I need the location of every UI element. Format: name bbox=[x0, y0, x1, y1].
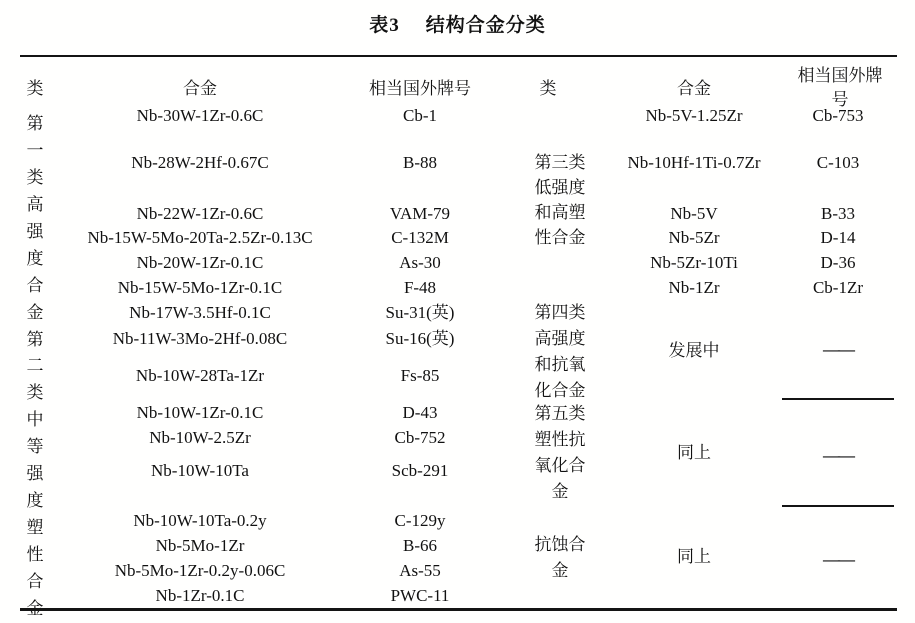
category-label-class4: 第四类高强度和抗氧化合金 bbox=[534, 303, 586, 400]
alloy-cell: Nb-15W-5Mo-20Ta-2.5Zr-0.13C bbox=[87, 227, 313, 247]
category-char: 二 bbox=[26, 356, 44, 376]
table-rule-bottom bbox=[20, 608, 897, 611]
category-char: 合 bbox=[26, 571, 44, 591]
column-header-alloy-left: 合金 bbox=[183, 78, 217, 98]
alloy-cell: Nb-5Mo-1Zr-0.2y-0.06C bbox=[114, 560, 286, 580]
alloy-cell: Nb-22W-1Zr-0.6C bbox=[136, 203, 264, 223]
alloy-cell: Nb-10W-10Ta bbox=[151, 460, 249, 480]
alloy-cell: Nb-28W-2Hf-0.67C bbox=[131, 152, 269, 172]
table-title-text: 结构合金分类 bbox=[425, 15, 546, 36]
grade-cell: D-43 bbox=[402, 402, 438, 422]
table-row bbox=[60, 507, 495, 533]
grade-cell: PWC-11 bbox=[390, 585, 450, 605]
grade-cell: C-103 bbox=[816, 152, 860, 172]
table-row bbox=[617, 102, 893, 128]
table-row bbox=[60, 200, 495, 226]
category-label-corrosion: 抗蚀合金 bbox=[534, 535, 586, 580]
category-char: 中 bbox=[26, 410, 44, 430]
category-label-class3: 第三类低强度和高塑性合金 bbox=[534, 153, 586, 247]
grade-cell: D-14 bbox=[820, 227, 856, 247]
grade-cell: C-129y bbox=[394, 510, 446, 530]
alloy-cell: Nb-30W-1Zr-0.6C bbox=[136, 105, 264, 125]
grade-cell: B-66 bbox=[403, 535, 437, 555]
table-row bbox=[60, 274, 495, 300]
category-strip-left bbox=[20, 109, 50, 619]
alloy-cell: Nb-5Zr-10Ti bbox=[650, 252, 738, 272]
category-char: 类 bbox=[26, 167, 44, 187]
table-row bbox=[60, 102, 495, 128]
table-row bbox=[60, 457, 495, 483]
category-char: 强 bbox=[26, 464, 44, 484]
table-title bbox=[0, 10, 915, 37]
column-header-alloy-right: 合金 bbox=[677, 78, 711, 98]
grade-cell: Cb-753 bbox=[812, 105, 864, 125]
category-char bbox=[27, 594, 44, 619]
alloy-cell: Nb-1Zr bbox=[668, 277, 720, 297]
alloy-cell: Nb-5V-1.25Zr bbox=[645, 105, 743, 125]
table-rule-top bbox=[20, 55, 897, 57]
category-char: 度 bbox=[26, 491, 44, 511]
table-row bbox=[60, 399, 495, 425]
table-row bbox=[60, 582, 495, 608]
alloy-cell: Nb-10W-1Zr-0.1C bbox=[136, 402, 264, 422]
column-header-grade-left: 相当国外牌号 bbox=[369, 78, 471, 98]
alloy-cell: Nb-10W-2.5Zr bbox=[149, 427, 251, 447]
grade-column-separator bbox=[782, 505, 894, 507]
alloy-cell: Nb-1Zr-0.1C bbox=[155, 585, 245, 605]
grade-cell: B-33 bbox=[821, 203, 855, 223]
grade-cell: Su-31(英) bbox=[385, 302, 455, 322]
alloy-cell: Nb-20W-1Zr-0.1C bbox=[136, 252, 264, 272]
table-row bbox=[617, 149, 893, 175]
grade-cell: Fs-85 bbox=[400, 365, 440, 385]
grade-cell: As-30 bbox=[399, 252, 441, 272]
grade-cell: Cb-1Zr bbox=[812, 277, 864, 297]
alloy-cell: Nb-10Hf-1Ti-0.7Zr bbox=[627, 152, 761, 172]
grade-cell: VAM-79 bbox=[389, 203, 451, 223]
category-char: 金 bbox=[26, 302, 44, 322]
category-label-class5: 第五类塑性抗氧化合金 bbox=[534, 404, 586, 501]
alloy-cell: Nb-5Zr bbox=[668, 227, 720, 247]
alloy-cell: Nb-11W-3Mo-2Hf-0.08C bbox=[112, 328, 288, 348]
grade-cell: D-36 bbox=[820, 252, 856, 272]
alloy-cell: Nb-5V bbox=[670, 203, 718, 223]
table-row bbox=[617, 249, 893, 275]
category-char: 第 bbox=[26, 329, 44, 349]
table-row bbox=[60, 299, 495, 325]
dash-value: —— bbox=[823, 549, 853, 569]
table-row bbox=[617, 200, 893, 226]
category-char: 性 bbox=[26, 545, 44, 564]
category-char: 强 bbox=[26, 221, 44, 241]
grade-cell: As-55 bbox=[399, 560, 441, 580]
category-char: 类 bbox=[26, 383, 44, 403]
table-row bbox=[60, 149, 495, 175]
title-gap bbox=[400, 10, 426, 37]
grade-cell: C-132M bbox=[391, 227, 449, 247]
grade-column-separator bbox=[782, 398, 894, 400]
alloy-cell: Nb-10W-28Ta-1Zr bbox=[135, 365, 265, 385]
table-row bbox=[60, 224, 495, 250]
category-char: 一 bbox=[26, 140, 44, 160]
column-header-grade-right: 相当国外牌号 bbox=[797, 66, 883, 109]
table-row bbox=[617, 274, 893, 300]
grade-cell: F-48 bbox=[403, 277, 437, 297]
category-char: 第 bbox=[26, 114, 44, 133]
table-row bbox=[60, 325, 495, 351]
table-row bbox=[60, 249, 495, 275]
alloy-cell: Nb-17W-3.5Hf-0.1C bbox=[129, 302, 271, 322]
category-char: 合 bbox=[26, 275, 44, 295]
grade-cell: Cb-752 bbox=[394, 427, 446, 447]
alloy-cell: Nb-15W-5Mo-1Zr-0.1C bbox=[117, 277, 283, 297]
dash-value: —— bbox=[823, 339, 853, 359]
category-char: 塑 bbox=[26, 518, 44, 538]
alloy-cell: Nb-5Mo-1Zr bbox=[155, 535, 245, 555]
grade-cell: Su-16(英) bbox=[385, 328, 455, 348]
table-number: 表3 bbox=[369, 15, 400, 36]
column-header-category-right: 类 bbox=[539, 78, 557, 98]
category-char: 高 bbox=[26, 194, 44, 214]
table-row bbox=[617, 224, 893, 250]
grade-cell: Cb-1 bbox=[403, 105, 437, 125]
table-row bbox=[60, 424, 495, 450]
table-row bbox=[60, 532, 495, 558]
grade-cell: B-88 bbox=[403, 152, 437, 172]
grade-cell: Scb-291 bbox=[391, 460, 449, 480]
status-cell: 同上 bbox=[677, 546, 711, 566]
column-header-category-left: 类 bbox=[26, 78, 44, 98]
table-row bbox=[60, 362, 495, 388]
table-row bbox=[60, 557, 495, 583]
status-cell: 发展中 bbox=[668, 340, 720, 360]
dash-value: —— bbox=[823, 445, 853, 465]
category-char: 等 bbox=[26, 437, 44, 457]
alloy-cell: Nb-10W-10Ta-0.2y bbox=[133, 510, 267, 530]
category-char: 度 bbox=[26, 248, 44, 268]
status-cell: 同上 bbox=[677, 442, 711, 462]
